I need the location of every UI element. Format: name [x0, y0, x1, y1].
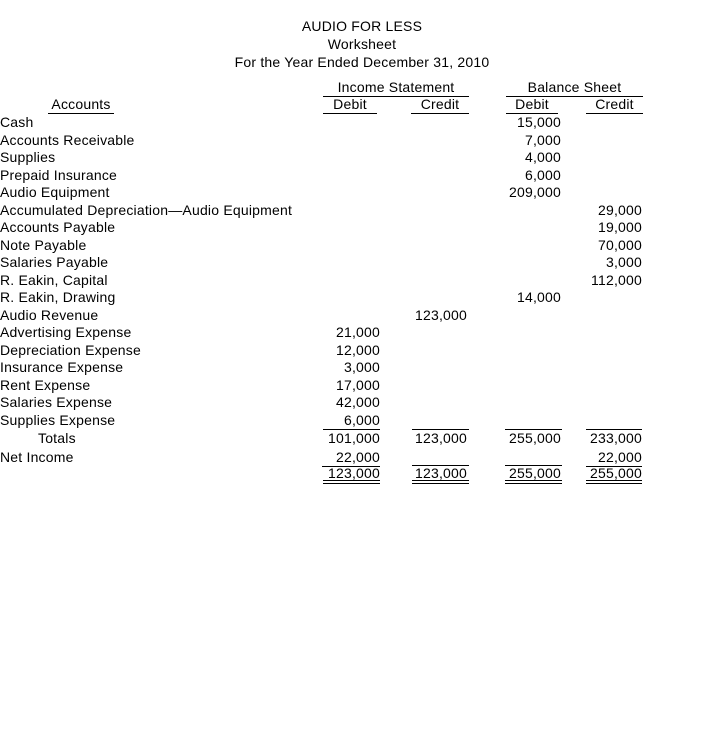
- account-name: Insurance Expense: [0, 359, 124, 375]
- bs-debit-header: Debit: [506, 96, 558, 114]
- table-row: [0, 359, 724, 377]
- cell-is-debit: 42,000: [335, 394, 380, 410]
- account-name: Supplies: [0, 149, 56, 165]
- table-row: [0, 394, 724, 412]
- is-debit-header: Debit: [323, 96, 377, 114]
- accounts-header: Accounts: [48, 96, 114, 114]
- account-name: Advertising Expense: [0, 324, 132, 340]
- totals-is-credit: 123,000: [414, 430, 467, 446]
- cell-is-debit: 17,000: [335, 376, 380, 393]
- cell-bs-debit: 14,000: [516, 289, 561, 305]
- table-row: [0, 342, 724, 360]
- account-name: Audio Revenue: [0, 306, 99, 323]
- table-row: [0, 254, 724, 272]
- account-name: Prepaid Insurance: [0, 166, 118, 183]
- account-name: Accumulated Depreciation—Audio Equipment: [0, 201, 293, 218]
- report-title: Worksheet: [327, 36, 397, 52]
- final-is-credit: 123,000: [414, 465, 467, 481]
- cell-bs-credit: 3,000: [605, 254, 642, 270]
- table-row: [0, 167, 724, 185]
- cell-is-credit: 123,000: [414, 306, 467, 323]
- cell-is-debit: 3,000: [343, 359, 380, 375]
- table-row: [0, 272, 724, 290]
- account-name: Audio Equipment: [0, 184, 110, 200]
- cell-is-debit: 6,000: [323, 412, 380, 430]
- balance-sheet-header: Balance Sheet: [506, 79, 643, 97]
- cell-bs-debit: 6,000: [524, 166, 561, 183]
- cell-is-debit: 12,000: [335, 341, 380, 358]
- account-name: Rent Expense: [0, 376, 91, 393]
- cell-bs-debit: 209,000: [508, 184, 561, 200]
- net-income-is-debit: 22,000: [322, 449, 380, 467]
- account-name: Cash: [0, 114, 34, 130]
- table-row: [0, 237, 724, 255]
- account-name: Accounts Payable: [0, 219, 116, 235]
- cell-is-debit: 21,000: [335, 324, 380, 340]
- final-is-debit: 123,000: [327, 465, 380, 481]
- cell-bs-debit: 7,000: [524, 131, 561, 148]
- is-credit-header: Credit: [411, 96, 469, 114]
- table-row: [0, 149, 724, 167]
- cell-bs-credit: 29,000: [597, 201, 642, 218]
- double-rule-bs-credit: [586, 480, 642, 484]
- totals-bs-credit: 233,000: [589, 430, 642, 446]
- table-row: [0, 219, 724, 237]
- income-statement-header: Income Statement: [323, 79, 469, 97]
- double-rule-bs-debit: [505, 480, 562, 484]
- double-rule-is-credit: [412, 480, 469, 484]
- table-row: [0, 324, 724, 342]
- account-name: Note Payable: [0, 236, 87, 253]
- account-name: Depreciation Expense: [0, 341, 141, 358]
- totals-label: Totals: [38, 430, 76, 446]
- cell-bs-credit: 112,000: [591, 271, 642, 288]
- cell-bs-credit: 70,000: [597, 236, 642, 253]
- table-row: [0, 412, 724, 430]
- final-bs-debit: 255,000: [508, 465, 561, 481]
- totals-bs-debit: 255,000: [508, 430, 561, 446]
- cell-bs-debit: 4,000: [524, 149, 561, 165]
- table-row: [0, 307, 724, 325]
- account-name: R. Eakin, Drawing: [0, 289, 116, 305]
- account-name: Accounts Receivable: [0, 131, 135, 148]
- table-row: [0, 202, 724, 220]
- final-bs-credit: 255,000: [589, 465, 642, 481]
- account-name: R. Eakin, Capital: [0, 271, 108, 288]
- double-rule-is-debit: [323, 480, 380, 484]
- account-name: Salaries Payable: [0, 254, 109, 270]
- cell-bs-debit: 15,000: [516, 114, 561, 130]
- table-row: [0, 289, 724, 307]
- cell-bs-credit: 19,000: [597, 219, 642, 235]
- account-name: Supplies Expense: [0, 411, 116, 428]
- account-name: Salaries Expense: [0, 394, 113, 410]
- table-row: [0, 132, 724, 150]
- net-income-label: Net Income: [0, 449, 74, 465]
- report-period: For the Year Ended December 31, 2010: [234, 54, 490, 70]
- bs-credit-header: Credit: [586, 96, 643, 114]
- table-row: [0, 114, 724, 132]
- net-income-bs-credit: 22,000: [586, 449, 642, 467]
- table-row: [0, 377, 724, 395]
- company-name: AUDIO FOR LESS: [301, 18, 423, 34]
- table-row: [0, 184, 724, 202]
- totals-is-debit: 101,000: [327, 430, 380, 446]
